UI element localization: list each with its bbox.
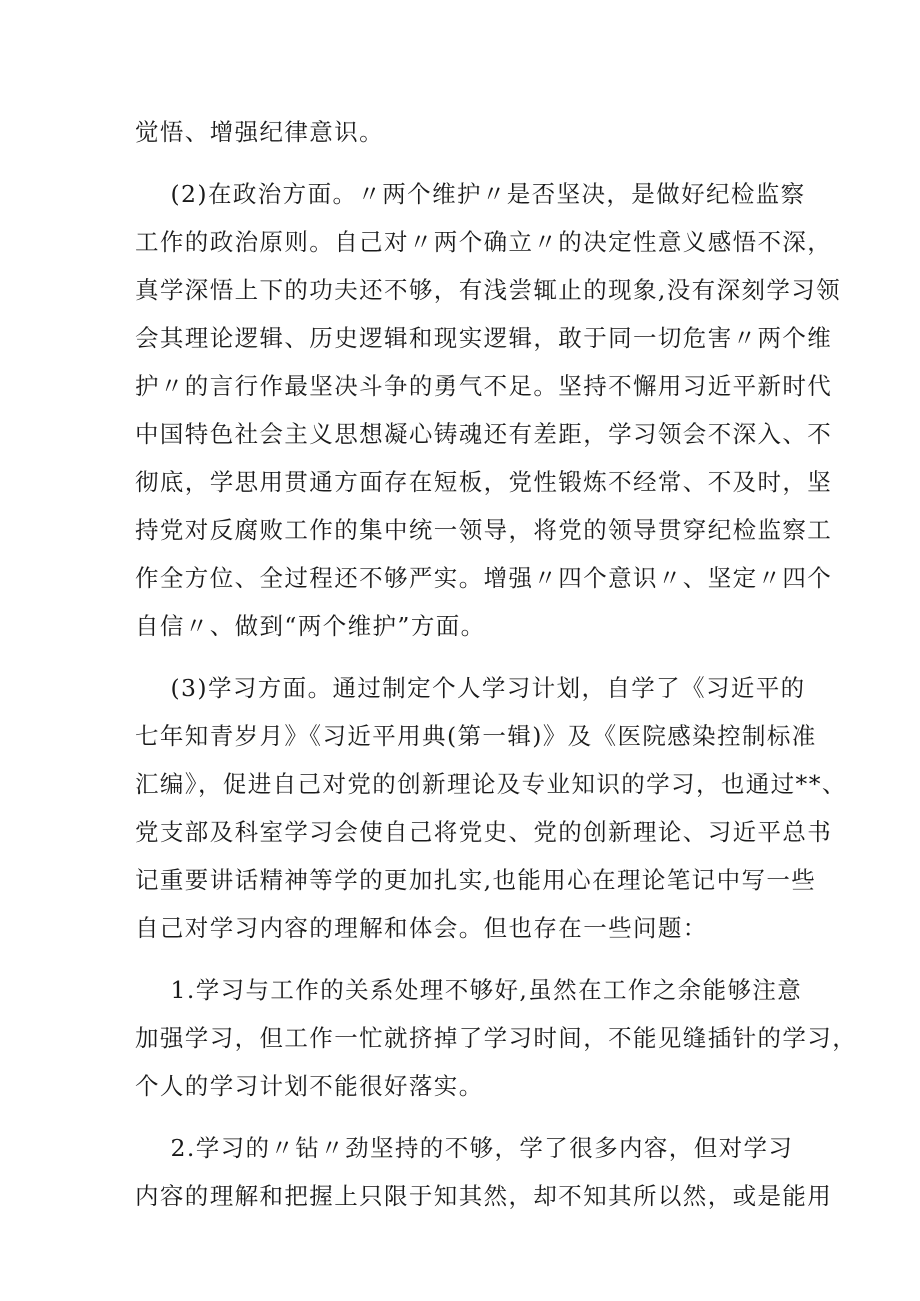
text-line: 彻底，学思用贯通方面存在短板，党性锻炼不经常、不及时，坚 (135, 468, 833, 496)
text-line: 中国特色社会主义思想凝心铸魂还有差距，学习领会不深入、不 (135, 420, 833, 448)
paragraph-gap (135, 650, 795, 664)
text-line: 汇编》，促进自己对党的创新理论及专业知识的学习，也通过**、 (135, 770, 847, 798)
text-line: 护〃的言行作最坚决斗争的勇气不足。坚持不懈用习近平新时代 (135, 372, 833, 400)
text-line: 个人的学习计划不能很好落实。 (135, 1072, 484, 1100)
text-line: 持党对反腐败工作的集中统一领导，将党的领导贯穿纪检监察工 (135, 516, 833, 544)
text-line: 工作的政治原则。自己对〃两个确立〃的决定性意义感悟不深， (135, 228, 833, 256)
paragraph-gap (135, 156, 795, 170)
text-line: 1.学习与工作的关系处理不够好,虽然在工作之余能够注意 (135, 976, 803, 1004)
text-line: 自信〃、做到“两个维护”方面。 (135, 612, 486, 640)
text-line: 会其理论逻辑、历史逻辑和现实逻辑，敢于同一切危害〃两个维 (135, 324, 833, 352)
paragraph-gap (135, 952, 795, 966)
text-line: 自己对学习内容的理解和体会。但也存在一些问题： (135, 914, 708, 942)
text-line: (3)学习方面。通过制定个人学习计划，自学了《习近平的 (135, 674, 806, 702)
text-line: 记重要讲话精神等学的更加扎实,也能用心在理论笔记中写一些 (135, 866, 817, 894)
text-line: 真学深悟上下的功夫还不够，有浅尝辄止的现象,没有深刻学习领 (135, 276, 842, 304)
text-line: 作全方位、全过程还不够严实。增强〃四个意识〃、坚定〃四个 (135, 564, 833, 592)
paragraph-gap (135, 1110, 795, 1124)
text-line: 七年知青岁月》《习近平用典(第一辑)》及《医院感染控制标准 (135, 722, 817, 750)
text-line: 党支部及科室学习会使自己将党史、党的创新理论、习近平总书 (135, 818, 833, 846)
document-body (135, 108, 858, 1220)
text-line: 加强学习，但工作一忙就挤掉了学习时间，不能见缝插针的学习， (135, 1024, 858, 1052)
text-line: 觉悟、增强纪律意识。 (135, 118, 384, 146)
text-line: 内容的理解和把握上只限于知其然，却不知其所以然，或是能用 (135, 1182, 833, 1210)
text-line: 2.学习的〃钻〃劲坚持的不够，学了很多内容，但对学习 (135, 1134, 794, 1162)
text-line: (2)在政治方面。〃两个维护〃是否坚决，是做好纪检监察 (135, 180, 806, 208)
